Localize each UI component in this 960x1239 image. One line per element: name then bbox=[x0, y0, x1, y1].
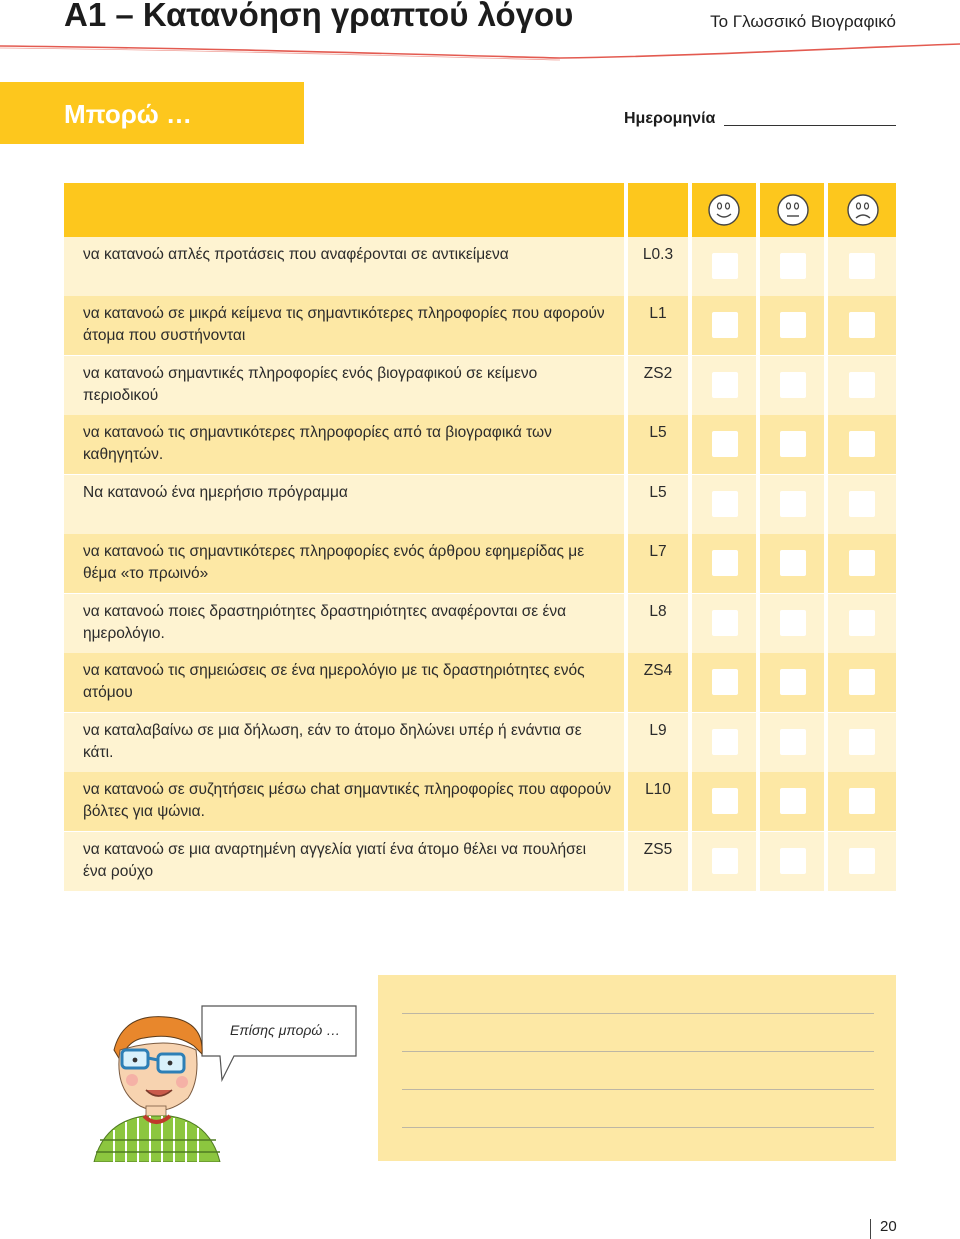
table-header-code-cell bbox=[628, 183, 688, 237]
column-divider bbox=[824, 237, 828, 296]
checkbox-neutral[interactable] bbox=[780, 372, 806, 398]
row-code: ZS5 bbox=[643, 841, 673, 858]
column-divider bbox=[688, 534, 692, 593]
column-divider bbox=[756, 772, 760, 831]
header-rule bbox=[0, 38, 960, 62]
checkbox-happy[interactable] bbox=[712, 491, 738, 517]
checkbox-sad[interactable] bbox=[849, 669, 875, 695]
row-statement: να καταλαβαίνω σε μια δήλωση, εάν το άτομο δηλώνει υπέρ ή ενάντια σε κάτι. bbox=[83, 722, 582, 761]
checkbox-neutral[interactable] bbox=[780, 729, 806, 755]
checkbox-sad[interactable] bbox=[849, 550, 875, 576]
page-title: A1 – Κατανόηση γραπτού λόγου bbox=[64, 0, 574, 33]
column-divider bbox=[756, 534, 760, 593]
column-divider bbox=[824, 594, 828, 653]
column-divider bbox=[624, 415, 628, 474]
date-input-line[interactable] bbox=[724, 125, 896, 126]
checkbox-happy[interactable] bbox=[712, 610, 738, 636]
checkbox-happy[interactable] bbox=[712, 788, 738, 814]
row-code: L9 bbox=[649, 722, 667, 739]
header-subtitle: Το Γλωσσικό Βιογραφικό bbox=[710, 12, 896, 31]
row-statement: να κατανοώ σε συζητήσεις μέσω chat σημαντικές πληροφορίες που αφορούν βόλτες για ψώνια. bbox=[83, 781, 612, 820]
checkbox-sad[interactable] bbox=[849, 788, 875, 814]
checkbox-neutral[interactable] bbox=[780, 253, 806, 279]
row-code: L0.3 bbox=[642, 246, 674, 263]
row-statement: Να κατανοώ ένα ημερήσιο πρόγραμμα bbox=[83, 484, 348, 501]
checkbox-sad[interactable] bbox=[849, 848, 875, 874]
note-line[interactable] bbox=[402, 1051, 874, 1052]
column-divider bbox=[624, 772, 628, 831]
column-divider bbox=[824, 534, 828, 593]
column-divider bbox=[624, 832, 628, 891]
checkbox-sad[interactable] bbox=[849, 312, 875, 338]
checkbox-neutral[interactable] bbox=[780, 312, 806, 338]
table-row bbox=[64, 356, 896, 415]
checkbox-sad[interactable] bbox=[849, 729, 875, 755]
table-row bbox=[64, 296, 896, 355]
column-divider bbox=[824, 415, 828, 474]
checkbox-happy[interactable] bbox=[712, 550, 738, 576]
row-statement: να κατανοώ τις σημαντικότερες πληροφορίες ενός άρθρου εφημερίδας με θέμα «το πρωινό» bbox=[83, 543, 585, 582]
column-divider bbox=[688, 772, 692, 831]
column-divider bbox=[824, 296, 828, 355]
checkbox-sad[interactable] bbox=[849, 491, 875, 517]
note-line[interactable] bbox=[402, 1013, 874, 1014]
table-row bbox=[64, 237, 896, 296]
column-divider bbox=[688, 832, 692, 891]
row-code: L10 bbox=[645, 781, 671, 798]
column-divider bbox=[824, 832, 828, 891]
neutral-face-icon bbox=[776, 193, 810, 227]
checkbox-neutral[interactable] bbox=[780, 788, 806, 814]
column-divider bbox=[756, 356, 760, 415]
checkbox-sad[interactable] bbox=[849, 431, 875, 457]
row-code: ZS2 bbox=[643, 365, 673, 382]
note-line[interactable] bbox=[402, 1127, 874, 1128]
checkbox-happy[interactable] bbox=[712, 431, 738, 457]
note-line[interactable] bbox=[402, 1089, 874, 1090]
column-divider bbox=[756, 237, 760, 296]
row-code: L5 bbox=[649, 424, 667, 441]
page-number: 20 bbox=[880, 1218, 897, 1235]
column-divider bbox=[624, 713, 628, 772]
column-divider bbox=[688, 296, 692, 355]
row-statement: να κατανοώ τις σημαντικότερες πληροφορίες από τα βιογραφικά των καθηγητών. bbox=[83, 424, 552, 463]
row-statement: να κατανοώ σημαντικές πληροφορίες ενός βιογραφικού σε κείμενο περιοδικού bbox=[83, 365, 538, 404]
checkbox-sad[interactable] bbox=[849, 253, 875, 279]
table-row bbox=[64, 832, 896, 891]
sad-face-icon bbox=[846, 193, 880, 227]
column-divider bbox=[756, 594, 760, 653]
table-row bbox=[64, 415, 896, 474]
row-code: L7 bbox=[649, 543, 667, 560]
column-divider bbox=[624, 475, 628, 534]
checkbox-sad[interactable] bbox=[849, 372, 875, 398]
table-row bbox=[64, 713, 896, 772]
column-divider bbox=[756, 713, 760, 772]
row-code: L8 bbox=[649, 603, 667, 620]
checkbox-happy[interactable] bbox=[712, 312, 738, 338]
row-statement: να κατανοώ σε μια αναρτημένη αγγελία γιατί ένα άτομο θέλει να πουλήσει ένα ρούχο bbox=[83, 841, 587, 880]
checkbox-neutral[interactable] bbox=[780, 610, 806, 636]
table-row bbox=[64, 534, 896, 593]
boy-illustration bbox=[84, 1010, 234, 1162]
column-divider bbox=[624, 356, 628, 415]
column-divider bbox=[824, 713, 828, 772]
checkbox-happy[interactable] bbox=[712, 729, 738, 755]
row-code: ZS4 bbox=[643, 662, 673, 679]
checkbox-happy[interactable] bbox=[712, 669, 738, 695]
column-divider bbox=[688, 653, 692, 712]
table-header-text-cell bbox=[64, 183, 624, 237]
checkbox-neutral[interactable] bbox=[780, 491, 806, 517]
column-divider bbox=[756, 832, 760, 891]
column-divider bbox=[688, 356, 692, 415]
column-divider bbox=[824, 653, 828, 712]
column-divider bbox=[756, 475, 760, 534]
checkbox-happy[interactable] bbox=[712, 372, 738, 398]
column-divider bbox=[756, 296, 760, 355]
column-divider bbox=[688, 237, 692, 296]
table-row bbox=[64, 475, 896, 534]
column-divider bbox=[624, 296, 628, 355]
table-row bbox=[64, 653, 896, 712]
column-divider bbox=[688, 713, 692, 772]
table-row bbox=[64, 772, 896, 831]
column-divider bbox=[624, 594, 628, 653]
bubble-text: Επίσης μπορώ … bbox=[230, 1022, 341, 1038]
checkbox-neutral[interactable] bbox=[780, 848, 806, 874]
column-divider bbox=[824, 475, 828, 534]
checkbox-neutral[interactable] bbox=[780, 550, 806, 576]
checkbox-happy[interactable] bbox=[712, 253, 738, 279]
notes-panel bbox=[378, 975, 896, 1161]
checkbox-happy[interactable] bbox=[712, 848, 738, 874]
table-row bbox=[64, 594, 896, 653]
checkbox-neutral[interactable] bbox=[780, 431, 806, 457]
column-divider bbox=[624, 534, 628, 593]
date-label: Ημερομηνία bbox=[624, 110, 716, 127]
row-code: L1 bbox=[649, 305, 667, 322]
checkbox-neutral[interactable] bbox=[780, 669, 806, 695]
column-divider bbox=[624, 237, 628, 296]
checkbox-sad[interactable] bbox=[849, 610, 875, 636]
column-divider bbox=[688, 594, 692, 653]
row-statement: να κατανοώ σε μικρά κείμενα τις σημαντικότερες πληροφορίες που αφορούν άτομα που συστήνονται bbox=[83, 305, 605, 344]
column-divider bbox=[756, 415, 760, 474]
row-statement: να κατανοώ τις σημειώσεις σε ένα ημερολόγιο με τις δραστηριότητες ενός ατόμου bbox=[83, 662, 585, 701]
happy-face-icon bbox=[707, 193, 741, 227]
column-divider bbox=[688, 415, 692, 474]
row-statement: να κατανοώ απλές προτάσεις που αναφέρονται σε αντικείμενα bbox=[83, 246, 509, 263]
column-divider bbox=[824, 772, 828, 831]
column-divider bbox=[624, 653, 628, 712]
column-divider bbox=[756, 653, 760, 712]
column-divider bbox=[688, 475, 692, 534]
row-statement: να κατανοώ ποιες δραστηριότητες δραστηριότητες αναφέρονται σε ένα ημερολόγιο. bbox=[83, 603, 567, 642]
column-divider bbox=[824, 356, 828, 415]
page-number-separator bbox=[870, 1219, 871, 1239]
banner-title: Μπορώ … bbox=[64, 99, 192, 129]
row-code: L5 bbox=[649, 484, 667, 501]
